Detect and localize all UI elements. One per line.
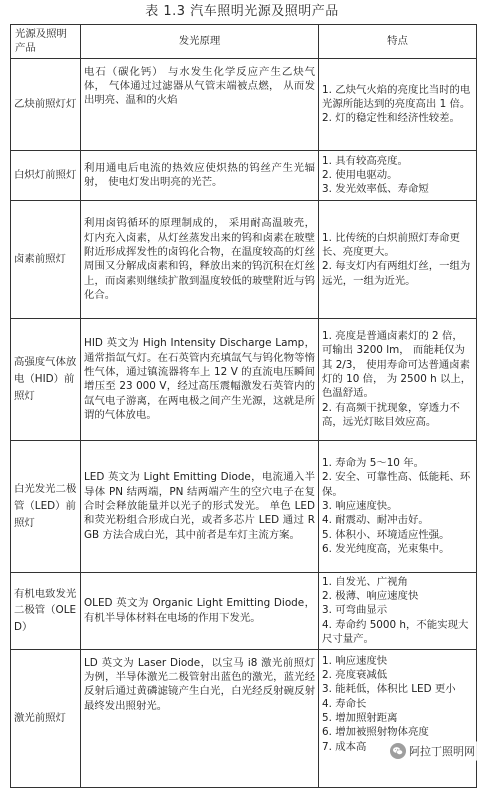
feature-item: 2. 灯的稳定性和经济性较差。 (322, 112, 460, 125)
feature-item: 4. 耐震动、耐冲击好。 (322, 514, 429, 527)
light-principle: OLED 英文为 Organic Light Emitting Diode，有机半导体材料在电场的作用下发光。 (81, 572, 319, 649)
light-features (319, 200, 477, 318)
light-source-type: 激光前照灯 (11, 649, 81, 787)
light-features (319, 58, 477, 150)
feature-item: 2. 使用电驱动。 (322, 169, 398, 182)
light-principle: HID 英文为 High Intensity Discharge Lamp，通常指氙气灯。在石英管内充填氙气与钨化物等惰性气体，通过镇流器将车上 12 V 的直流电压瞬间增压至 23 000 V，经过高压震幅激发石英管内的氙气电子游离，在两电极之间产生光源，这就是所谓的气体放电。 (81, 318, 319, 440)
feature-item: 6. 增加被照射物体亮度 (322, 726, 429, 739)
feature-item: 4. 寿命长 (322, 697, 367, 710)
table-row (11, 150, 477, 200)
feature-item: 2. 每支灯内有两组灯丝，一组为远光，一组为近光。 (322, 260, 471, 287)
light-principle: 利用卤钨循环的原理制成的， 采用耐高温玻壳， 灯内充入卤素，从灯丝蒸发出来的钨和卤素在玻壁附近形成挥发性的卤钨化合物，在温度较高的灯丝周围又分解成卤素和钨，释放出来的钨沉积在灯丝上，而卤素则继续扩散到温度较低的玻壁附近与钨化合。 (81, 200, 319, 318)
feature-item: 1. 亮度是普通卤素灯的 2 倍，可输出 3200 lm， 而能耗仅为其 2/3， 使用寿命可达普通卤素灯的 10 倍， 为 2500 h 以上，色温舒适。 (322, 329, 472, 400)
table-caption: 表 1.3 汽车照明光源及照明产品 (145, 4, 339, 19)
feature-item: 4. 寿命约 5000 h，不能实现大尺寸量产。 (322, 618, 469, 646)
light-features (319, 150, 477, 200)
lighting-products-table (10, 24, 477, 788)
light-features (319, 440, 477, 572)
feature-item: 5. 增加照射距离 (322, 711, 398, 724)
table-row (11, 58, 477, 150)
watermark-text: 阿拉丁照明网 (409, 745, 475, 758)
feature-item: 5. 体积小、环境适应性强。 (322, 528, 450, 541)
header-type: 光源及照明产品 (11, 25, 81, 59)
feature-item: 1. 响应速度快 (322, 654, 388, 667)
feature-item: 7. 成本高 (322, 740, 367, 753)
light-principle: LED 英文为 Light Emitting Diode，电流通入半导体 PN 结两端，PN 结两端产生的空穴电子在复合时会释放能量并以光子的形式发光。 单色 LED 和荧光粉组合形成白光，或者多芯片 LED 通过 RGB 方法合成白光，其中前者是车灯主流方案。 (81, 440, 319, 572)
table-row (11, 318, 477, 440)
feature-item: 3. 响应速度快。 (322, 500, 398, 513)
table-row (11, 649, 477, 787)
feature-item: 1. 乙炔气火焰的亮度比当时的电光源所能达到的亮度高出 1 倍。 (322, 83, 471, 111)
light-principle: LD 英文为 Laser Diode，以宝马 i8 激光前照灯为例，半导体激光二极管射出蓝色的激光，蓝光经反射后通过黄磷滤镜产生白光，白光经反射碗反射最终发出照射光。 (81, 649, 319, 787)
wechat-icon (390, 743, 406, 759)
table-header-row (11, 25, 477, 59)
light-features (319, 649, 477, 787)
light-principle: 电石（碳化钙） 与水发生化学反应产生乙炔气体， 气体通过过滤器从气管末端被点燃， 从而发出明亮、温和的火焰 (81, 58, 319, 150)
feature-item: 2. 安全、可靠性高、低能耗、环保。 (322, 471, 471, 498)
feature-item: 6. 发光纯度高，光束集中。 (322, 543, 450, 556)
light-source-type: 乙炔前照灯灯 (11, 58, 81, 150)
feature-item: 1. 比传统的白炽前照灯寿命更长、亮度更大。 (322, 231, 460, 258)
feature-item: 3. 可弯曲显示 (322, 604, 388, 617)
table-body (11, 58, 477, 787)
light-principle: 利用通电后电流的热效应使炽热的钨丝产生光辐射， 使电灯发出明亮的光芒。 (81, 150, 319, 200)
feature-item: 3. 发光效率低、寿命短 (322, 183, 429, 196)
table-row (11, 572, 477, 649)
light-source-type: 有机电致发光二极管（OLED） (11, 572, 81, 649)
watermark (388, 741, 478, 761)
light-source-type: 白光发光二极管（LED）前照灯 (11, 440, 81, 572)
header-principle: 发光原理 (81, 25, 319, 59)
table-row (11, 200, 477, 318)
table-row (11, 440, 477, 572)
light-source-type: 高强度气体放电（HID）前照灯 (11, 318, 81, 440)
light-features (319, 572, 477, 649)
feature-item: 1. 自发光、广视角 (322, 575, 408, 588)
header-features: 特点 (319, 25, 477, 59)
feature-item: 3. 能耗低，体积比 LED 更小 (322, 683, 456, 696)
feature-item: 2. 有高频干扰现象，穿透力不高，远光灯眩目效应高。 (322, 401, 460, 429)
feature-item: 1. 具有较高亮度。 (322, 154, 408, 167)
light-source-type: 卤素前照灯 (11, 200, 81, 318)
feature-item: 2. 亮度衰减低 (322, 668, 388, 681)
light-features (319, 318, 477, 440)
light-source-type: 白炽灯前照灯 (11, 150, 81, 200)
feature-item: 1. 寿命为 5～10 年。 (322, 456, 424, 469)
feature-item: 2. 极薄、响应速度快 (322, 590, 419, 603)
